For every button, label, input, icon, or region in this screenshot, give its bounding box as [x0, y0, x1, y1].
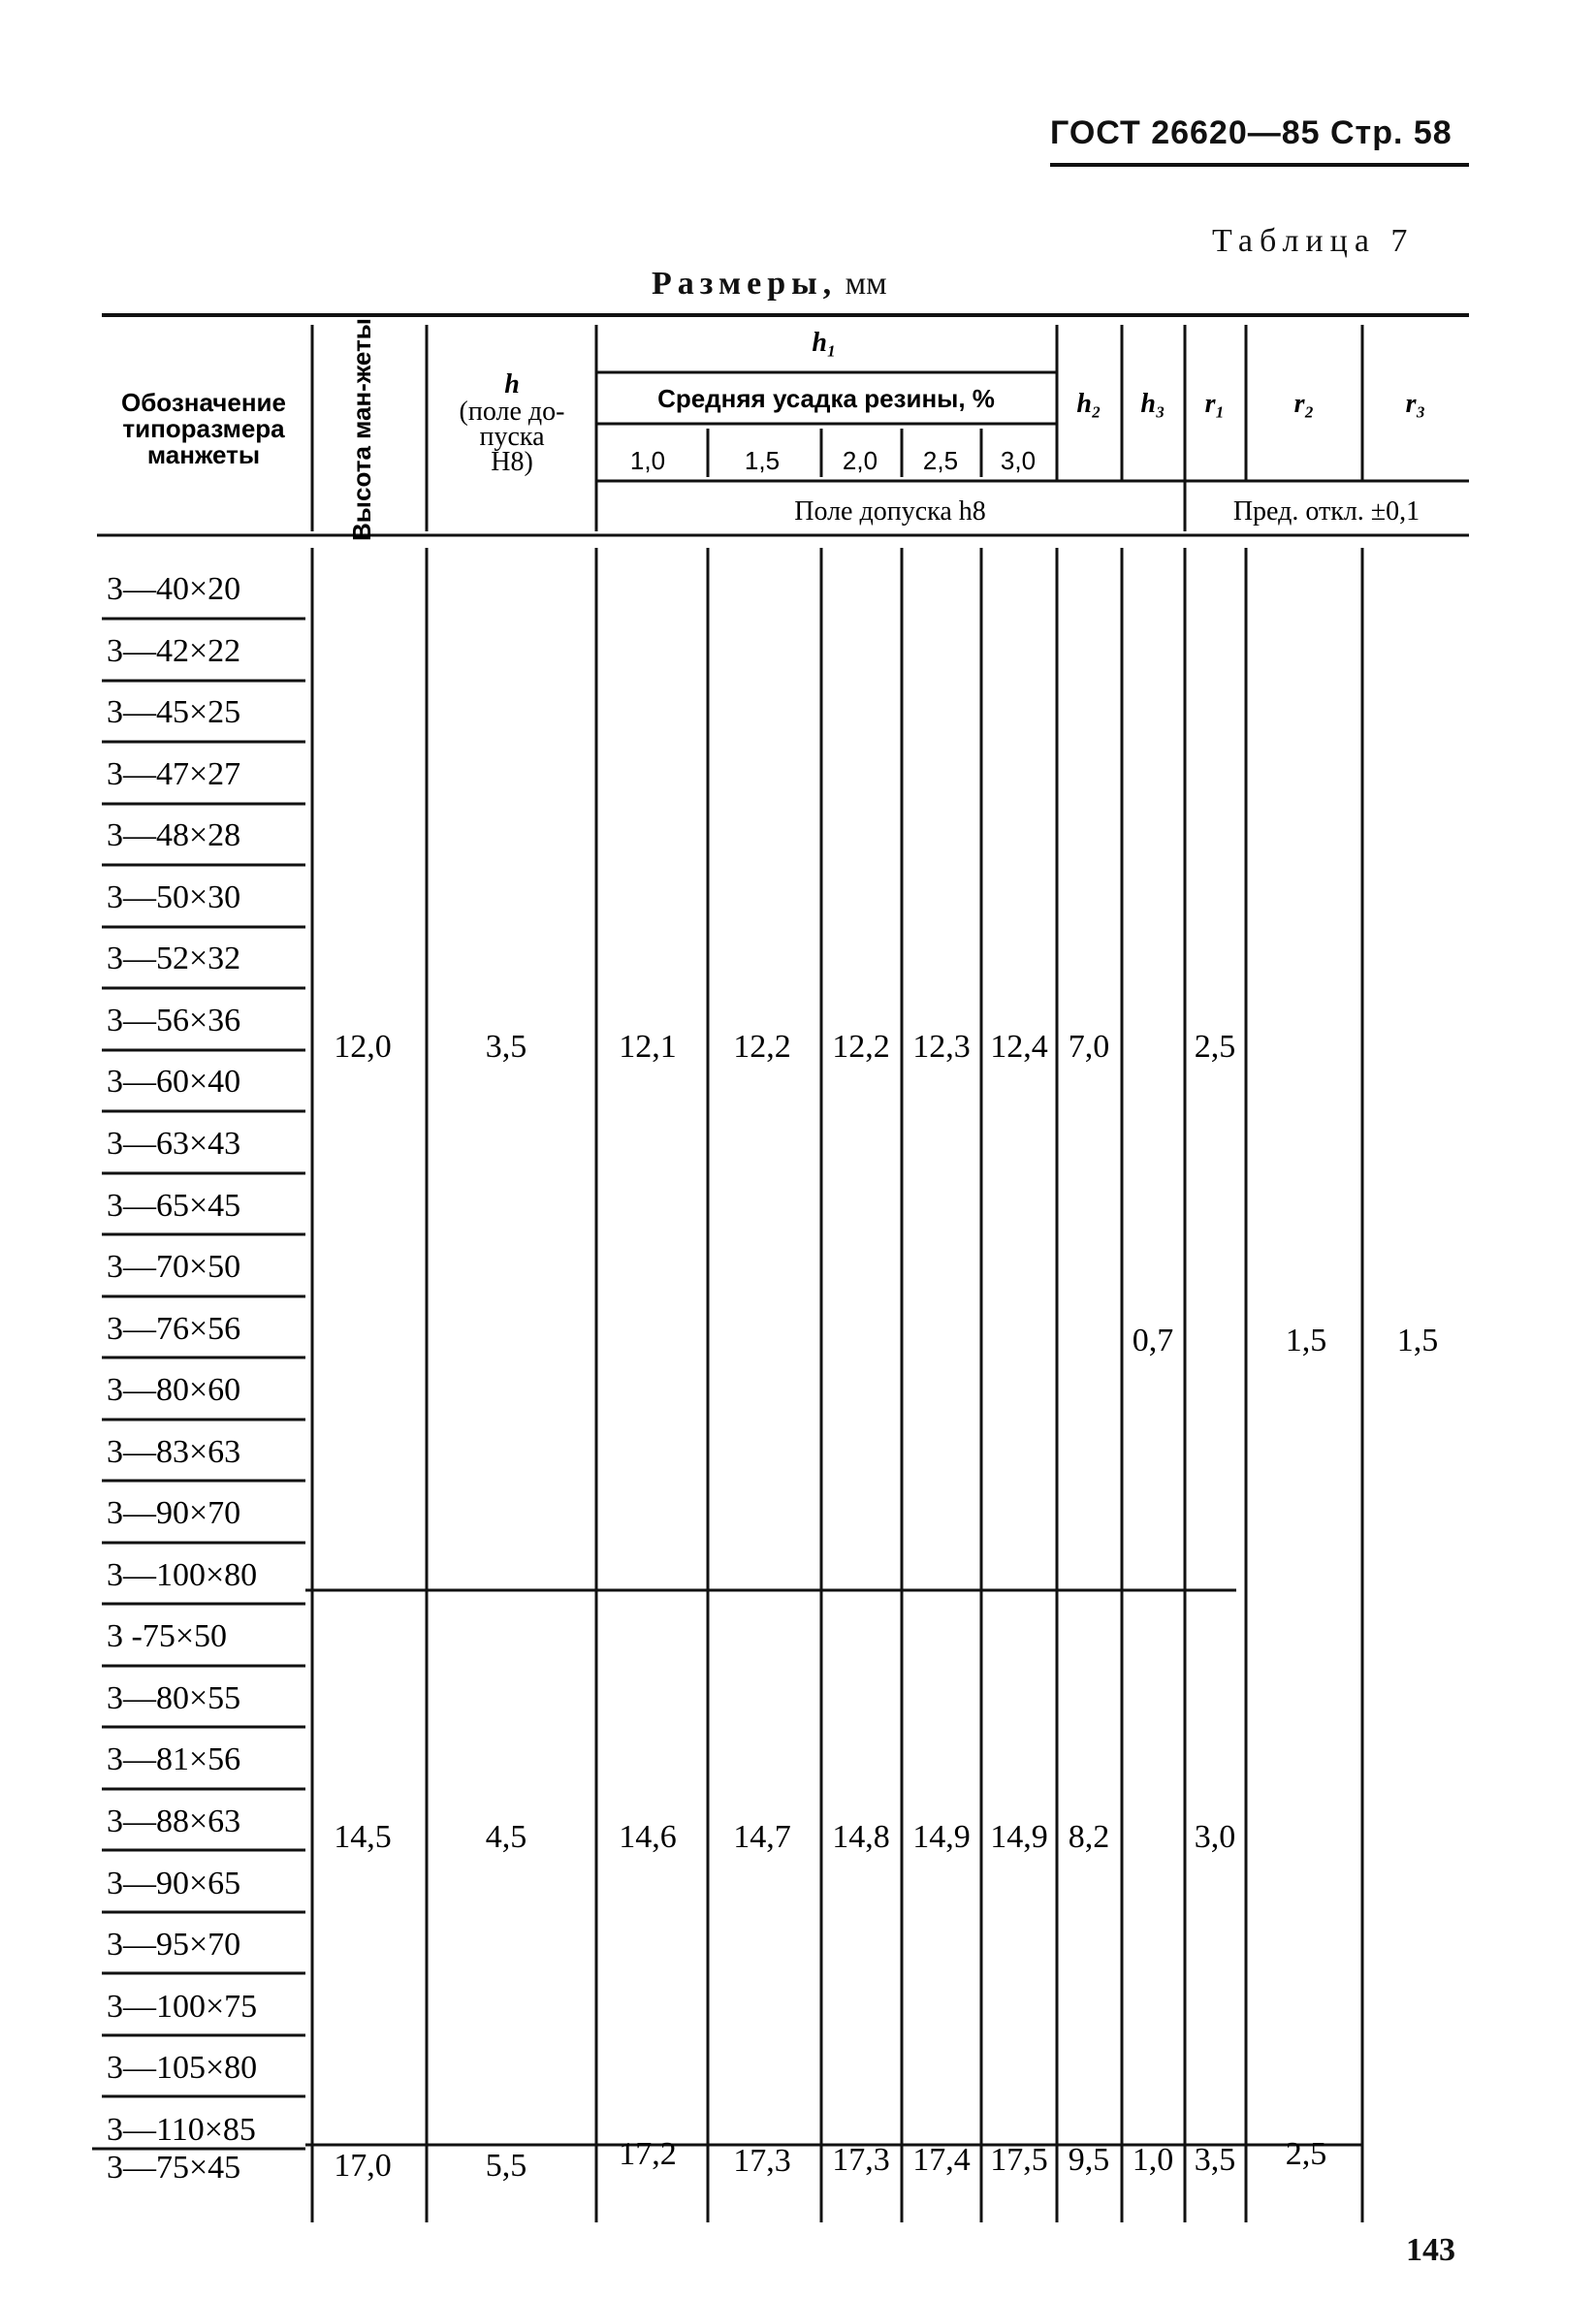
group-3-h: 5,5 [485, 2148, 527, 2184]
tolerance-h8: Поле допуска h8 [794, 496, 986, 527]
document-reference: ГОСТ 26620—85 Стр. 58 [1050, 114, 1452, 151]
row-designation: 3—80×60 [107, 1372, 241, 1408]
shrink-3-0: 3,0 [1000, 446, 1037, 475]
row-designation: 3—100×80 [107, 1557, 258, 1593]
dimensions-unit: мм [845, 266, 887, 302]
group-1-h2: 7,0 [1068, 1029, 1110, 1065]
group-3-h1-3: 17,3 [832, 2142, 890, 2178]
shared-r3: 1,5 [1396, 1323, 1439, 1358]
shrink-2-5: 2,5 [922, 446, 959, 475]
group-2-h1-4: 14,9 [912, 1819, 971, 1855]
row-designation: 3—90×70 [107, 1495, 241, 1531]
row-designation: 3 -75×50 [107, 1618, 227, 1654]
row-designation: 3—105×80 [107, 2050, 258, 2086]
table-rules [92, 315, 1469, 2222]
group-3-h1-4: 17,4 [912, 2142, 971, 2178]
group-2-h2: 8,2 [1068, 1819, 1110, 1855]
shrink-2-0: 2,0 [842, 446, 878, 475]
row-designation: 3—56×36 [107, 1003, 241, 1038]
shrinkage-values [630, 446, 1036, 475]
shared-r2: 1,5 [1285, 1323, 1327, 1358]
row-designation: 3—90×65 [107, 1866, 241, 1901]
group-2-h1-1: 14,6 [619, 1819, 677, 1855]
row-designation: 3—95×70 [107, 1927, 241, 1963]
row-designation: 3—45×25 [107, 694, 241, 730]
r1-label: r₁ [1204, 389, 1226, 419]
h3-label: h₃ [1140, 389, 1165, 419]
table-label: Таблица 7 [1212, 223, 1415, 259]
h-note-3: H8) [491, 447, 533, 477]
shared-h3: 0,7 [1132, 1323, 1174, 1358]
designation-line-2: типоразмера [122, 414, 285, 443]
h-note-2: пуска [479, 422, 545, 452]
height-column-label: Высота ман-жеты [347, 318, 376, 541]
h1-label: h₁ [812, 328, 837, 358]
row-designation: 3—60×40 [107, 1064, 241, 1100]
group-3-r2: 2,5 [1285, 2136, 1327, 2172]
row-designation: 3—48×28 [107, 817, 241, 853]
row-designation: 3—70×50 [107, 1249, 241, 1285]
row-designation: 3—83×63 [107, 1434, 241, 1470]
group-1-h1-3: 12,2 [832, 1029, 890, 1065]
group-1-h1-5: 12,4 [990, 1029, 1048, 1065]
row-designation: 3—47×27 [107, 756, 241, 792]
group-3-h3: 1,0 [1132, 2142, 1174, 2178]
group-2-values [334, 1819, 1235, 1855]
row-designation: 3—88×63 [107, 1804, 241, 1839]
group-3-h2: 9,5 [1068, 2142, 1110, 2178]
group-1-h1-1: 12,1 [619, 1029, 677, 1065]
group-2-h1-2: 14,7 [733, 1819, 791, 1855]
group-2-height: 14,5 [334, 1819, 392, 1855]
group-3-h1-5: 17,5 [990, 2142, 1048, 2178]
designation-line-1: Обозначение [121, 388, 286, 417]
group-3-r1: 3,5 [1194, 2142, 1236, 2178]
h-note-1: (поле до- [459, 397, 565, 427]
page-number: 143 [1406, 2232, 1455, 2268]
row-designation: 3—81×56 [107, 1741, 241, 1777]
group-1-values [334, 1029, 1235, 1065]
h2-label: h₂ [1076, 389, 1101, 419]
group-2-r1: 3,0 [1194, 1819, 1236, 1855]
row-designation: 3—42×22 [107, 633, 241, 669]
h-symbol: h [504, 369, 520, 399]
row-designation: 3—76×56 [107, 1311, 241, 1347]
group-1-h: 3,5 [485, 1029, 527, 1065]
row-designation: 3—50×30 [107, 879, 241, 915]
designation-line-3: манжеты [146, 440, 261, 469]
group-3-h1-2: 17,3 [733, 2143, 791, 2179]
row-designation: 3—40×20 [107, 571, 241, 607]
group-1-h1-4: 12,3 [912, 1029, 971, 1065]
row-designation: 3—63×43 [107, 1126, 241, 1162]
row-designation: 3—52×32 [107, 941, 241, 976]
group-3-height: 17,0 [334, 2148, 392, 2184]
r2-label: r₂ [1293, 389, 1315, 419]
group-3-values [334, 2136, 1326, 2184]
shrink-1-0: 1,0 [629, 446, 666, 475]
group-1-h1-2: 12,2 [733, 1029, 791, 1065]
header-designation [121, 388, 286, 469]
row-designation: 3—65×45 [107, 1188, 241, 1224]
tolerance-r: Пред. откл. ±0,1 [1232, 496, 1420, 527]
shared-values [1133, 1323, 1439, 1358]
param-headers [1076, 389, 1425, 419]
r3-label: r₃ [1405, 389, 1426, 419]
group-1-height: 12,0 [334, 1029, 392, 1065]
row-designation: 3—100×75 [107, 1989, 258, 2025]
group-2-h: 4,5 [485, 1819, 527, 1855]
h-note [460, 397, 565, 477]
row-designation: 3—110×85 [107, 2112, 256, 2148]
row-designation: 3—80×55 [107, 1680, 241, 1716]
group-1-r1: 2,5 [1194, 1029, 1236, 1065]
group-2-h1-3: 14,8 [832, 1819, 890, 1855]
row-designation: 3—75×45 [107, 2150, 241, 2186]
group-2-h1-5: 14,9 [990, 1819, 1048, 1855]
shrinkage-label: Средняя усадка резины, % [657, 384, 995, 413]
shrink-1-5: 1,5 [744, 446, 781, 475]
row-designations [107, 571, 257, 2186]
dimensions-word: Размеры, [652, 266, 838, 302]
group-3-h1-1: 17,2 [619, 2136, 677, 2172]
